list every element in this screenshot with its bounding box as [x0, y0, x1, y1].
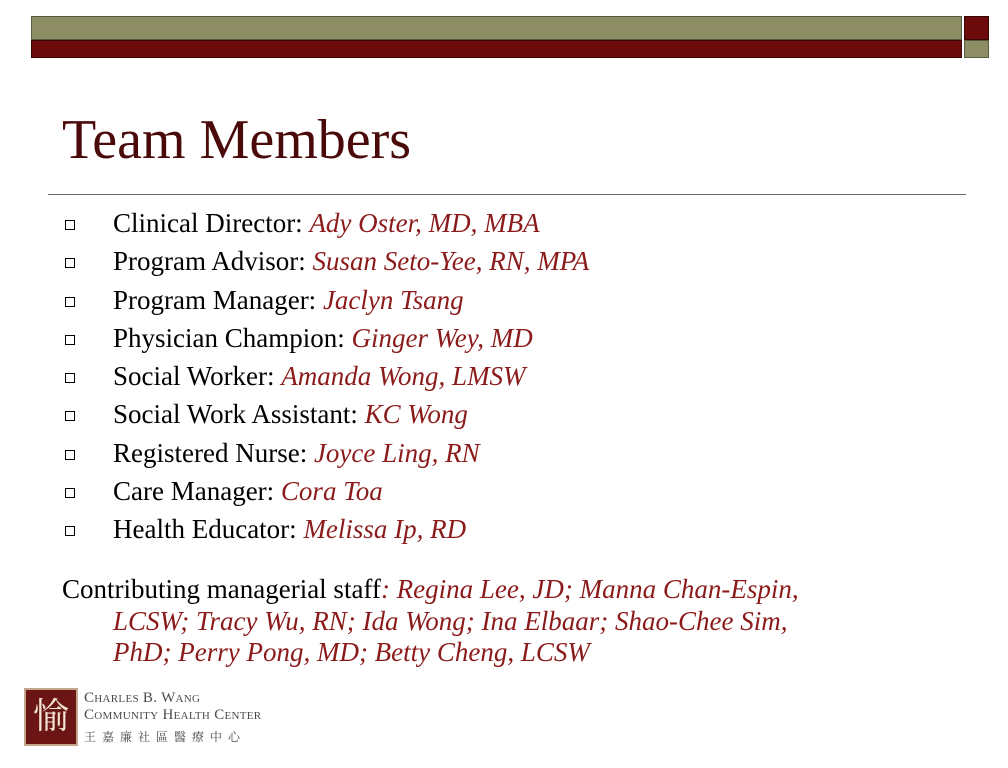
list-item — [62, 283, 962, 321]
member-role: Clinical Director: — [113, 208, 303, 238]
square-bullet-icon — [65, 450, 75, 460]
square-bullet-icon — [65, 488, 75, 498]
member-role: Social Worker: — [113, 361, 275, 392]
square-bullet-icon — [65, 373, 75, 383]
contributing-names-line-3: PhD; Perry Pong, MD; Betty Cheng, LCSW — [113, 637, 590, 667]
member-role: Program Advisor: — [113, 246, 306, 277]
member-role: Registered Nurse: — [113, 437, 308, 468]
square-bullet-icon — [65, 526, 75, 536]
square-bullet-icon — [65, 220, 75, 230]
member-name: Amanda Wong, LMSW — [281, 361, 526, 392]
title-divider — [48, 194, 966, 195]
list-item — [62, 359, 962, 397]
square-bullet-icon — [65, 297, 75, 307]
member-role: Health Educator: — [113, 514, 297, 545]
top-bar-olive-strip — [31, 16, 962, 40]
logo-chinese-name: 王嘉廉社區醫療中心 — [84, 730, 247, 744]
top-bar-corner-square-maroon — [964, 16, 989, 40]
member-role: Care Manager: — [113, 476, 275, 507]
member-name: Cora Toa — [280, 476, 383, 507]
list-item — [62, 397, 962, 435]
member-role: Physician Champion: — [113, 322, 345, 353]
contributing-names-line-1: : Regina Lee, JD; Manna Chan-Espin, — [380, 574, 799, 604]
member-name: Ady Oster, MD, MBA — [309, 208, 540, 238]
logo-wordmark — [84, 690, 261, 724]
member-name: Ginger Wey, MD — [351, 322, 533, 353]
list-item — [62, 474, 962, 512]
organization-logo — [22, 686, 288, 748]
logo-glyph: 愉 — [32, 696, 69, 737]
square-bullet-icon — [65, 411, 75, 421]
square-bullet-icon — [65, 335, 75, 345]
member-role: Social Work Assistant: — [113, 399, 358, 430]
contributing-staff — [62, 574, 962, 669]
logo-line-2: Community Health Center — [84, 707, 262, 723]
top-decorative-bar — [31, 16, 989, 58]
contributing-label: Contributing managerial staff — [62, 574, 381, 604]
logo-line-1: Charles B. Wang — [84, 690, 201, 706]
top-bar-corner-square-olive — [964, 40, 989, 58]
list-item — [62, 321, 962, 359]
contributing-names-line-2: LCSW; Tracy Wu, RN; Ida Wong; Ina Elbaar; Shao-Chee Sim, — [113, 605, 788, 636]
member-name: Melissa Ip, RD — [303, 514, 467, 545]
member-name: Susan Seto-Yee, RN, MPA — [312, 246, 590, 277]
list-item — [62, 436, 962, 474]
top-bar-maroon-strip — [31, 40, 962, 58]
slide-title: Team Members — [62, 109, 412, 171]
list-item — [62, 244, 962, 282]
team-member-list — [62, 206, 962, 551]
list-item — [62, 512, 962, 550]
member-name: Joyce Ling, RN — [313, 437, 480, 468]
member-role: Program Manager: — [113, 284, 317, 315]
member-name: Jaclyn Tsang — [322, 284, 464, 315]
member-name: KC Wong — [364, 399, 468, 430]
logo-emblem-icon — [24, 688, 78, 746]
square-bullet-icon — [65, 258, 75, 268]
list-item — [62, 206, 962, 244]
